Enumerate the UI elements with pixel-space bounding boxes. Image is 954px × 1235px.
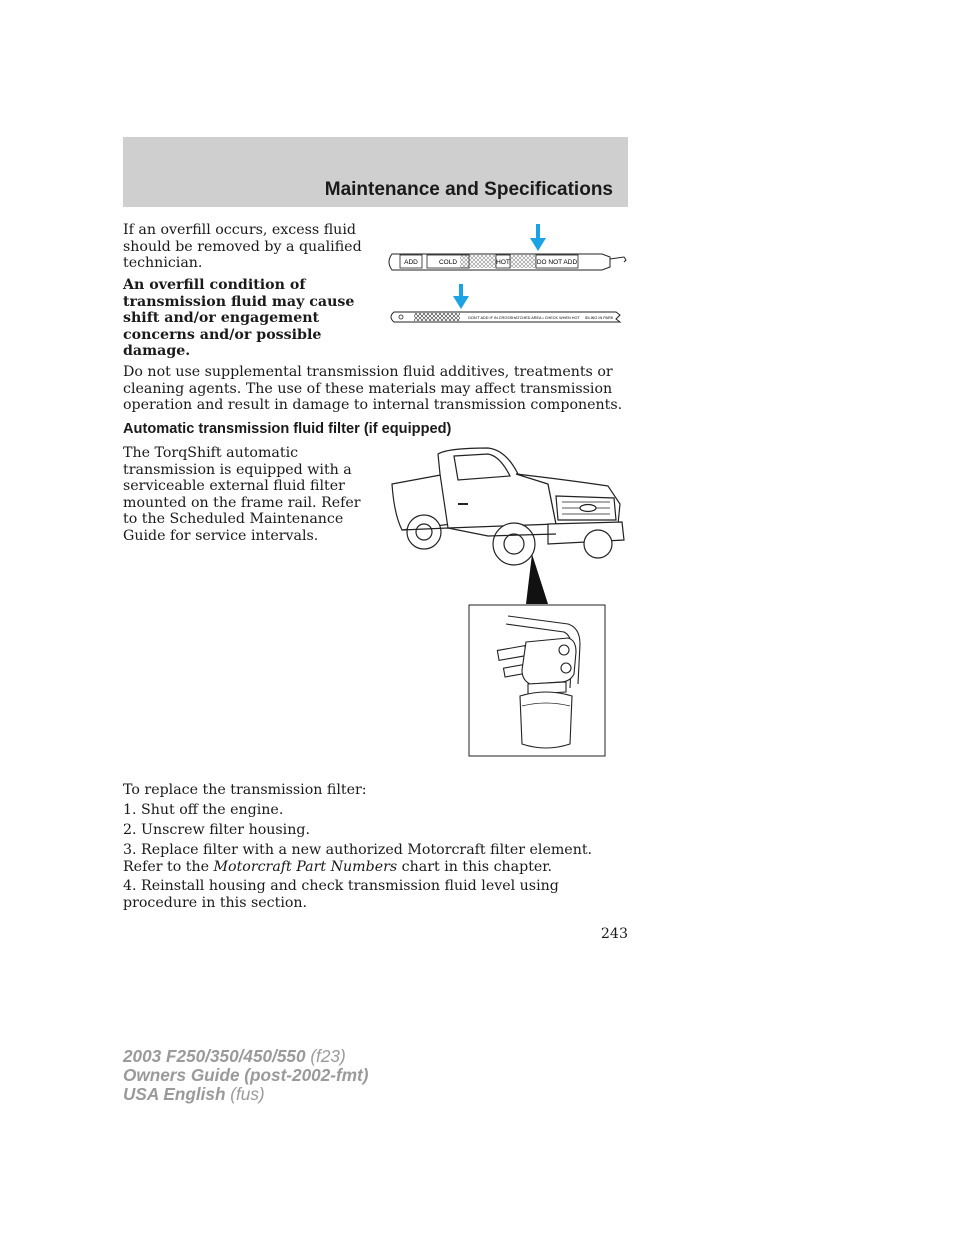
document-footer (123, 1047, 368, 1104)
truck-drawing (392, 448, 624, 565)
dipstick-illustration (380, 222, 630, 330)
dipstick-crosshatch-label: DON'T ADD IF IN CROSSHATCHED AREA • CHECK WHEN HOT (468, 316, 580, 320)
page-number: 243 (600, 926, 628, 942)
level-arrow-upper (530, 224, 546, 251)
additives-paragraph: Do not use supplemental transmission fluid additives, treatments or cleaning agents. The use of these materials may affect transmission operation and result in damage to internal transmission components. (123, 364, 623, 413)
footer-model-code: (f23) (305, 1046, 346, 1066)
step-3-text: 3. Replace filter with a new authorized Motorcraft filter element. Refer to the (123, 842, 593, 875)
footer-language-code: (fus) (225, 1084, 265, 1104)
footer-language: USA English (123, 1084, 226, 1104)
callout-pointer (526, 554, 548, 604)
level-arrow-lower (453, 284, 469, 309)
section-title: Maintenance and Specifications (324, 179, 613, 200)
header-band (123, 137, 628, 207)
dipstick-park-label: IDLING IN PARK (584, 316, 614, 320)
dipstick-cold-label: COLD (438, 259, 458, 266)
steps-intro: To replace the transmission filter: (123, 782, 367, 798)
filter-heading: Automatic transmission fluid filter (if equipped) (123, 421, 452, 437)
truck-filter-illustration (388, 444, 628, 760)
footer-line-1 (123, 1047, 368, 1066)
dipstick-upper (389, 254, 626, 270)
step-3-text-end: chart in this chapter. (397, 858, 553, 875)
footer-model: 2003 F250/350/450/550 (123, 1046, 306, 1066)
footer-line-2: Owners Guide (post-2002-fmt) (123, 1065, 369, 1085)
dipstick-do-not-add-label: DO NOT ADD (536, 259, 578, 266)
footer-line-3 (123, 1085, 368, 1104)
dipstick-add-label: ADD (404, 259, 418, 266)
step-3 (123, 842, 628, 875)
filter-paragraph: The TorqShift automatic transmission is equipped with a serviceable external fluid filter mounted on the frame rail. Refer to the Scheduled Maintenance Guide for service intervals. (123, 445, 361, 544)
step-4: 4. Reinstall housing and check transmission fluid level using procedure in this section. (123, 878, 559, 911)
dipstick-hot-label: HOT (496, 259, 510, 266)
dipstick-lower (391, 312, 620, 322)
motorcraft-part-numbers-ref: Motorcraft Part Numbers (213, 858, 398, 875)
step-2: 2. Unscrew filter housing. (123, 822, 310, 838)
overfill-paragraph: If an overfill occurs, excess fluid should be removed by a qualified technician. (123, 222, 362, 271)
overfill-warning: An overfill condition of transmission fluid may cause shift and/or engagement concerns and/or possible damage. (123, 277, 355, 359)
step-1: 1. Shut off the engine. (123, 802, 284, 818)
